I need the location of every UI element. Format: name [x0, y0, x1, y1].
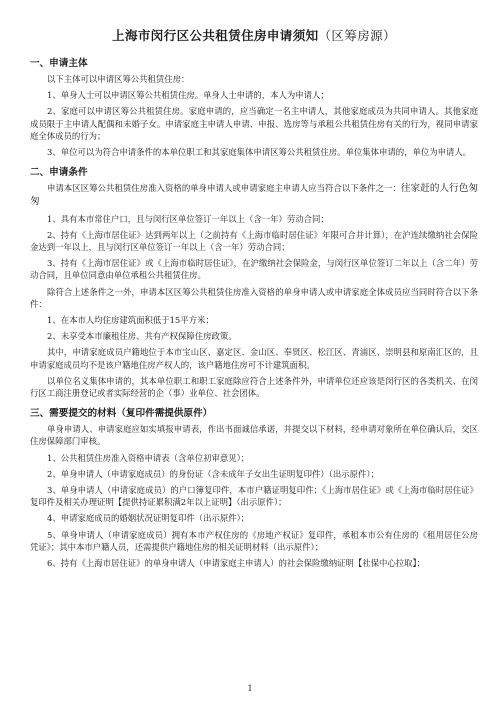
page-title: [30, 26, 478, 44]
paragraph: 以下主体可以申请区筹公共租赁住房：: [47, 74, 190, 84]
paragraph: 1、在本市人均住房建筑面积低于15平方米；: [47, 315, 214, 326]
paragraph: 2、未享受本市廉租住房、共有产权保障住房政策。: [47, 331, 237, 342]
page-number: 1: [247, 684, 253, 693]
paragraph: 其中，申请家庭成员户籍地位于本市宝山区、嘉定区、金山区、奉贤区、松江区、青浦区、崇明县和原南汇区的，且申请家庭成员均不是该户籍地住房产权人的，该户籍地住房可不计建筑面积。: [30, 347, 478, 370]
paragraph: 单身申请人、申请家庭应如实填报申请表，作出书面诚信承诺，并提交以下材料，经申请对象所在单位确认后，交区住房保障部门审核。: [30, 424, 478, 447]
paragraph: 6、持有《上海市居住证》的单身申请人（申请家庭主申请人）的社会保险缴纳证明【社保中心拉取】；: [47, 558, 426, 569]
section-heading-applicant: 一、申请主体: [30, 58, 88, 69]
paragraph: 3、持有《上海市居住证》或《上海市临时居住证》，在沪缴纳社会保险金，与闵行区单位签订二年以上（含二年）劳动合同，且单位同意由单位承租公共租赁住房。: [30, 258, 478, 281]
paragraph: 5、单身申请人（申请家庭成员）拥有本市产权住房的《房地产权证》复印件，承租本市公有住房的《租用居住公房凭证》；其中本市户籍人员，还需提供户籍地住房的相关证明材料（出示原件）；: [30, 529, 478, 552]
paragraph: 除符合上述条件之一外，申请本区区筹公共租赁住房准入资格的单身申请人或申请家庭全体成员应当同时符合以下条件：: [30, 286, 478, 309]
paragraph: 1、具有本市常住户口，且与闵行区单位签订一年以上（含一年）劳动合同；: [47, 213, 329, 224]
paragraph: 1、公共租赁住房准入资格申请表（含单位初审意见）；: [47, 452, 250, 463]
paragraph: 3、单身申请人（申请家庭成员）的户口簿复印件，本市户籍证明复印件；《上海市居住证》或《上海市临时居住证》复印件及相关办理证明【提供持证累积满2年以上证明】（出示原件）；: [30, 485, 478, 508]
paragraph-text: 申请本区区筹公共租赁住房准入资格的单身申请人或申请家庭主申请人应当符合以下条件之一：: [47, 183, 401, 194]
paragraph: 3、单位可以为符合申请条件的本单位职工和其家庭集体申请区筹公共租赁住房。单位集体申请的，单位为申请人。: [47, 147, 472, 158]
title-main: 上海市闵行区公共租赁住房申请须知: [112, 28, 319, 43]
title-suffix: （区筹房源）: [318, 28, 396, 43]
paragraph: 以单位名义集体申请的，其本单位职工和职工家庭除应符合上述条件外，申请单位还应该是闵行区的各类机关、在闵行区工商注册登记或者实际经营的企（事）业单位、社会团体。: [30, 375, 478, 399]
overlay-text: 往家赶的人行色匆匆: [30, 183, 478, 208]
section-heading-conditions: 二、申请条件: [30, 167, 88, 179]
paragraph: 2、持有《上海市居住证》达到两年以上（之前持有《上海市临时居住证》年限可合并计算），在沪连续缴纳社会保险金达到一年以上，且与闵行区单位签订一年以上（含一年）劳动合同；: [30, 229, 478, 253]
section-heading-materials: 三、需要提交的材料（复印件需提供原件）: [30, 408, 213, 420]
paragraph: 1、单身人士可以申请区筹公共租赁住房。单身人士申请的，本人为申请人；: [47, 90, 329, 101]
paragraph: [30, 182, 478, 208]
paragraph: 2、单身申请人（申请家庭成员）的身份证（含未成年子女出生证明复印件）（出示原件）；: [47, 468, 379, 479]
paragraph: 4、申请家庭成员的婚姻状况证明复印件（出示原件）；: [47, 513, 250, 524]
paragraph: 2、家庭可以申请区筹公共租赁住房。家庭申请的，应当确定一名主申请人，其他家庭成员为共同申请人。其他家庭成员限于主申请人配偶和未婚子女。申请家庭主申请人申请、申报、选房等与承租公共租赁住房有关的行为，视同申请家庭全体成员的行为；: [30, 106, 478, 141]
